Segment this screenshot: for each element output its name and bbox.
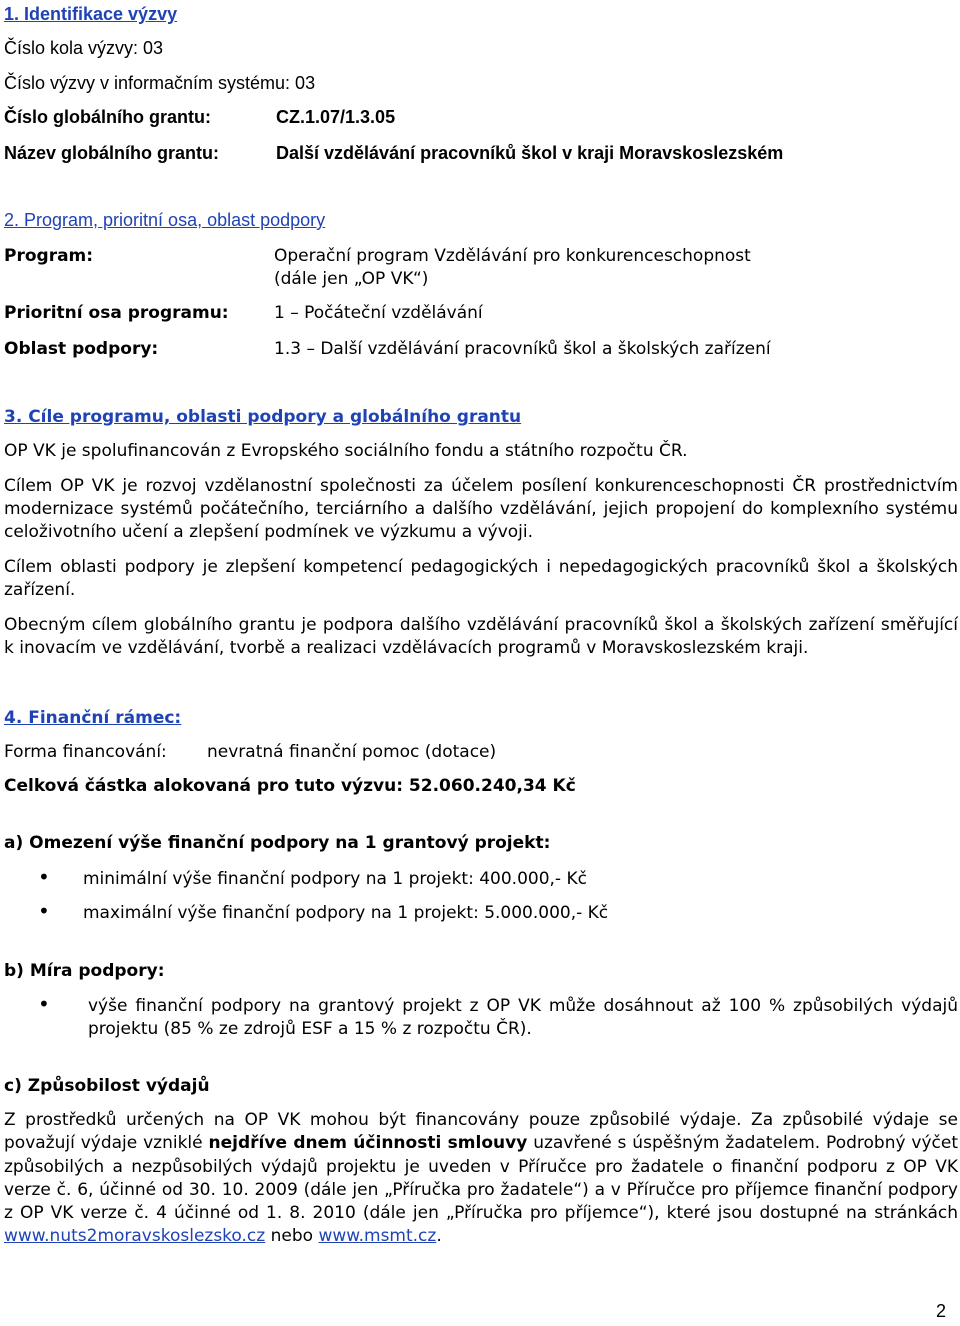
vyzva-is: Číslo výzvy v informačním systému: 03 [4, 73, 316, 93]
program-value-line2: (dále jen „OP VK“) [274, 269, 429, 289]
grant-number-label: Číslo globálního grantu: [4, 107, 211, 127]
zpusobilost-bold: nejdříve dnem účinnosti smlouvy [208, 1133, 528, 1154]
grant-name-value: Další vzdělávání pracovníků škol v kraji Moravskoslezském [276, 143, 784, 163]
bullet-icon: • [38, 992, 50, 1016]
section-2-heading: 2. Program, prioritní osa, oblast podpory [4, 210, 326, 230]
bullet-icon: • [38, 899, 50, 923]
limit-max: maximální výše finanční podpory na 1 projekt: 5.000.000,- Kč [83, 903, 609, 923]
section-3-heading: 3. Cíle programu, oblasti podpory a globálního grantu [4, 407, 522, 427]
grant-number-value: CZ.1.07/1.3.05 [276, 107, 396, 127]
link-nuts2[interactable]: www.nuts2moravskoslezsko.cz [4, 1226, 266, 1247]
program-label: Program: [4, 246, 94, 266]
zpusobilost-text-2: uzavřené s úspěšným žadatelem. Podrobný výčet způsobilých a nezpůsobilých výdajů projektu je uveden v Příručce pro žadatele o finanční podporu z OP VK verze č. 6, účinné od 30. 10. 2009 (dále jen „Příručka pro žadatele“) a v Příručce pro příjemce finanční podpory z OP VK verze č. 4 účinné od 1. 8. 2010 (dále jen „Příručka pro příjemce“), které jsou dostupné na stránkách [4, 1133, 959, 1224]
osa-value: 1 – Počáteční vzdělávání [274, 303, 483, 323]
s3-paragraph-3: Cílem oblasti podpory je zlepšení kompetencí pedagogických i nepedagogických pracovníků škol a školských zařízení. [4, 557, 958, 600]
oblast-label: Oblast podpory: [4, 339, 159, 359]
oblast-value: 1.3 – Další vzdělávání pracovníků škol a školských zařízení [274, 339, 771, 359]
forma-label: Forma financování: [4, 742, 167, 762]
page-number: 2 [936, 1301, 947, 1321]
s3-paragraph-4: Obecným cílem globálního grantu je podpora dalšího vzdělávání pracovníků škol a školských zařízení směřující k inovacím ve vzdělávání, tvorbě a realizaci vzdělávacích programů v Moravskoslezském kraji. [4, 615, 958, 658]
zpusobilost-heading: c) Způsobilost výdajů [4, 1076, 210, 1096]
limit-min: minimální výše finanční podpory na 1 projekt: 400.000,- Kč [83, 869, 587, 889]
omezeni-heading: a) Omezení výše finanční podpory na 1 grantový projekt: [4, 833, 551, 853]
s3-paragraph-1: OP VK je spolufinancován z Evropského sociálního fondu a státního rozpočtu ČR. [4, 441, 688, 461]
zpusobilost-text-1: Z prostředků určených na OP VK mohou být financovány pouze způsobilé výdaje. Za způsobilé výdaje se považují výdaje vzniklé [4, 1110, 958, 1154]
forma-value: nevratná finanční pomoc (dotace) [207, 742, 497, 762]
program-value-line1: Operační program Vzdělávání pro konkurenceschopnost [274, 246, 751, 266]
section-4-heading: 4. Finanční rámec: [4, 708, 182, 728]
mira-heading: b) Míra podpory: [4, 961, 165, 981]
kolo-vyzvy: Číslo kola výzvy: 03 [4, 38, 164, 58]
osa-label: Prioritní osa programu: [4, 303, 229, 323]
link-msmt[interactable]: www.msmt.cz [318, 1226, 437, 1247]
grant-name-label: Název globálního grantu: [4, 143, 220, 163]
section-1-heading: 1. Identifikace výzvy [4, 4, 178, 24]
zpusobilost-paragraph [4, 1109, 958, 1249]
mira-item: výše finanční podpory na grantový projekt z OP VK může dosáhnout až 100 % způsobilých výdajů projektu (85 % ze zdrojů ESF a 15 % z rozpočtu ČR). [88, 996, 958, 1039]
celkova-castka: Celková částka alokovaná pro tuto výzvu: 52.060.240,34 Kč [4, 776, 576, 796]
nebo-text: nebo [270, 1226, 314, 1247]
s3-paragraph-2: Cílem OP VK je rozvoj vzdělanostní společnosti za účelem posílení konkurenceschopnosti ČR prostřednictvím modernizace systémů počátečního, terciárního a dalšího vzdělávání, jejich propojení do komplexního systému celoživotního učení a zlepšení podmínek ve výzkumu a vývoji. [4, 476, 958, 542]
bullet-icon: • [38, 865, 50, 889]
end-period: . [436, 1226, 442, 1247]
